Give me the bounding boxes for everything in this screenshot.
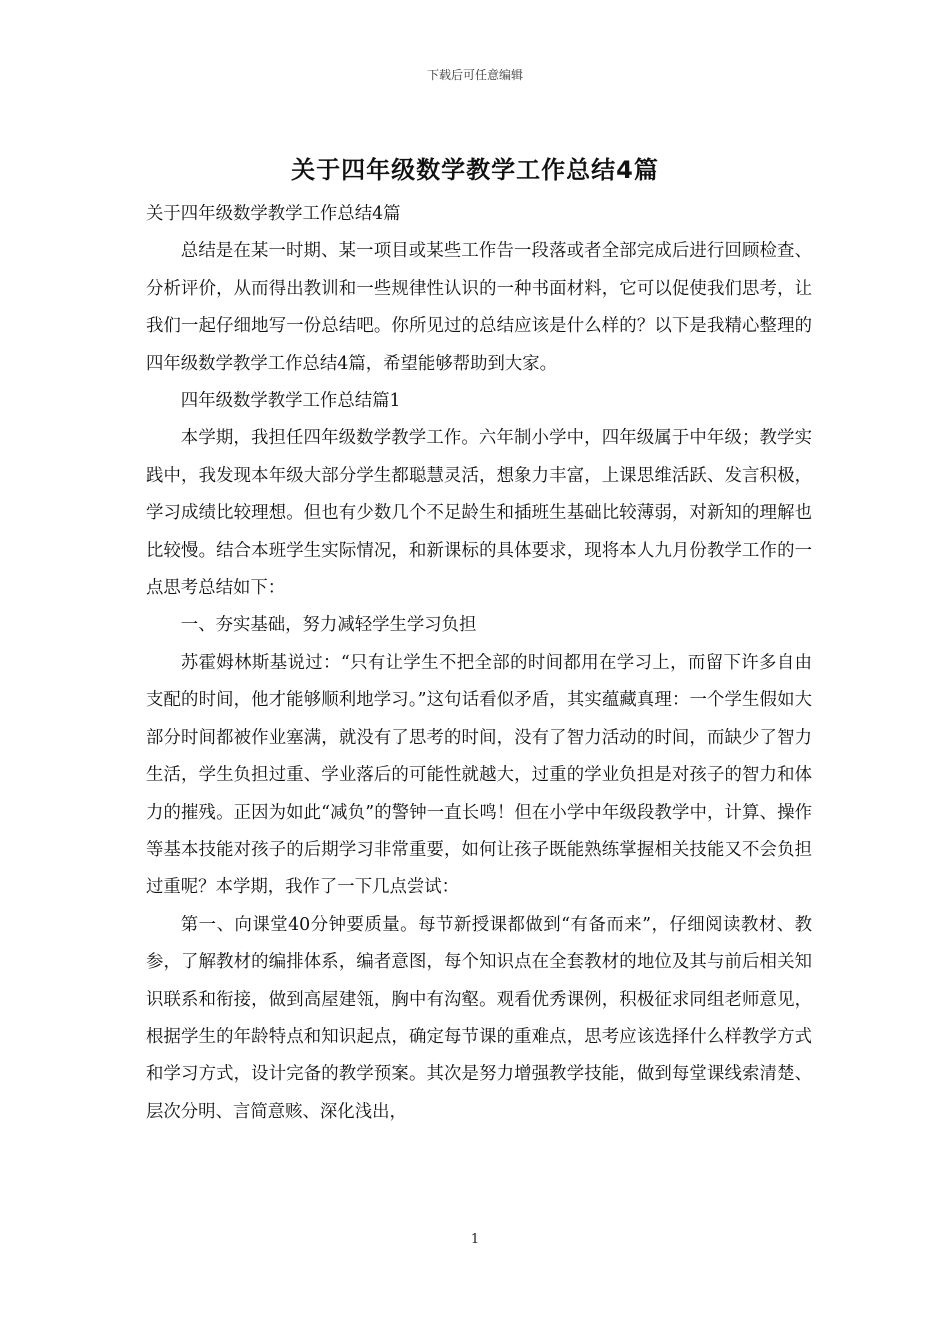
- intro-paragraph: 总结是在某一时期、某一项目或某些工作告一段落或者全部完成后进行回顾检查、分析评价，从而得出教训和一些规律性认识的一种书面材料，它可以促使我们思考，让我们一起仔细地写一份总结吧。你所见过的总结应该是什么样的？以下是我精心整理的四年级数学教学工作总结4篇，希望能够帮助到大家。: [146, 241, 812, 374]
- subsection-heading: 一、夯实基础，努力减轻学生学习负担: [180, 615, 477, 636]
- document-body: [146, 196, 812, 1131]
- body-paragraph: 苏霍姆林斯基说过：“只有让学生不把全部的时间都用在学习上，而留下许多自由支配的时间，他才能够顺利地学习。”这句话看似矛盾，其实蕴藏真理：一个学生假如大部分时间都被作业塞满，就没有了思考的时间，没有了智力活动的时间，而缺少了智力生活，学生负担过重、学业落后的可能性就越大，过重的学业负担是对孩子的智力和体力的摧残。正因为如此“减负”的警钟一直长鸣！但在小学中年级段教学中，计算、操作等基本技能对孩子的后期学习非常重要，如何让孩子既能熟练掌握相关技能又不会负担过重呢？本学期，我作了一下几点尝试：: [146, 652, 812, 898]
- header-note: 下载后可任意编辑: [426, 68, 523, 82]
- subtitle-paragraph: 关于四年级数学教学工作总结4篇: [146, 204, 401, 224]
- page-number: 1: [470, 1232, 480, 1247]
- document-title: 关于四年级数学教学工作总结4篇: [291, 156, 659, 184]
- section-heading: 四年级数学教学工作总结篇1: [180, 391, 401, 412]
- body-paragraph: 本学期，我担任四年级数学教学工作。六年制小学中，四年级属于中年级；教学实践中，我发现本年级大部分学生都聪慧灵活，想象力丰富，上课思维活跃、发言积极，学习成绩比较理想。但也有少数几个不足龄生和插班生基础比较薄弱，对新知的理解也比较慢。结合本班学生实际情况，和新课标的具体要求，现将本人九月份教学工作的一点思考总结如下：: [146, 428, 812, 599]
- body-paragraph: 第一、向课堂40分钟要质量。每节新授课都做到“有备而来”，仔细阅读教材、教参，了解教材的编排体系，编者意图，每个知识点在全套教材的地位及其与前后相关知识联系和衔接，做到高屋建瓴，胸中有沟壑。观看优秀课例，积极征求同组老师意见，根据学生的年龄特点和知识起点，确定每节课的重难点，思考应该选择什么样教学方式和学习方式，设计完备的教学预案。其次是努力增强教学技能，做到每堂课线索清楚、层次分明、言简意赅、深化浅出，: [146, 914, 812, 1122]
